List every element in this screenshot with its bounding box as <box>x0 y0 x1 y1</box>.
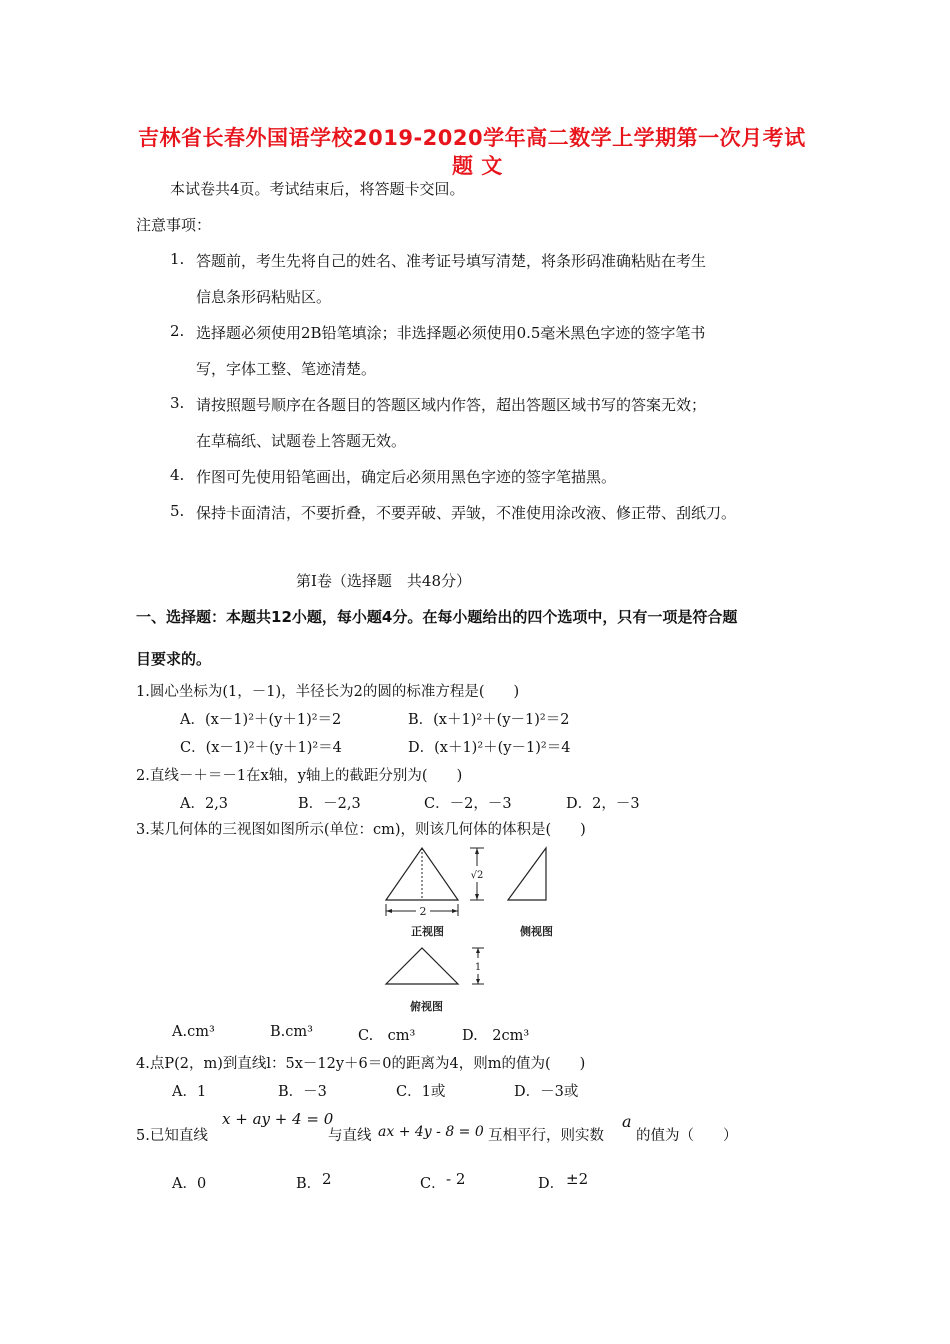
notice-item-4-num: 4. <box>170 466 185 484</box>
notice-item-5-line1: 保持卡面清洁，不要折叠，不要弄破、弄皱，不准使用涂改液、修正带、刮纸刀。 <box>196 504 737 522</box>
q1-option-b: B．(x＋1)²＋(y－1)²＝2 <box>408 712 570 728</box>
section-title: 第Ⅰ卷（选择题 共48分） <box>296 572 472 590</box>
q3-option-a: A.cm³ <box>172 1024 215 1040</box>
q4-option-b: B．－3 <box>278 1084 327 1100</box>
q5-equation-1: x + ay + 4 = 0 <box>222 1110 334 1128</box>
q1-option-c: C．(x－1)²＋(y＋1)²＝4 <box>180 740 342 756</box>
notice-item-3-line1: 请按照题号顺序在各题目的答题区域内作答，超出答题区域书写的答案无效； <box>196 396 707 414</box>
q4-option-c: C．1或 <box>396 1084 446 1100</box>
notice-item-4-line1: 作图可先使用铅笔画出，确定后必须用黑色字迹的签字笔描黑。 <box>196 468 617 486</box>
side-view-label: 侧视图 <box>520 925 553 938</box>
dim-top-label: 1 <box>474 962 482 973</box>
q3-option-b: B.cm³ <box>270 1024 313 1040</box>
q2-option-a: A．2,3 <box>180 796 229 812</box>
q4-stem: 4.点P(2，m)到直线l：5x－12y＋6＝0的距离为4，则m的值为( ) <box>136 1056 586 1072</box>
q5-option-d-value: ±2 <box>566 1170 589 1188</box>
side-view-triangle <box>508 848 546 900</box>
q5-option-c: C． <box>420 1176 446 1192</box>
section-instruction-line1: 一、选择题：本题共12小题，每小题4分。在每小题给出的四个选项中，只有一项是符合题 <box>136 608 738 626</box>
q3-option-d: D. 2cm³ <box>462 1028 530 1044</box>
q3-option-c: C. cm³ <box>358 1028 416 1044</box>
q1-option-d: D．(x＋1)²＋(y－1)²＝4 <box>408 740 571 756</box>
q5-variable: a <box>622 1112 632 1131</box>
q1-stem: 1.圆心坐标为(1，－1)，半径长为2的圆的标准方程是( ) <box>136 684 520 700</box>
notice-item-3-num: 3. <box>170 394 185 412</box>
notice-item-1-line2: 信息条形码粘贴区。 <box>196 288 332 306</box>
dim-width-label: 2 <box>419 905 427 918</box>
q2-option-c: C．－2，－3 <box>424 796 512 812</box>
notice-item-3-line2: 在草稿纸、试题卷上答题无效。 <box>196 432 407 450</box>
notice-item-1-line1: 答题前，考生先将自己的姓名、准考证号填写清楚，将条形码准确粘贴在考生 <box>196 252 707 270</box>
q5-option-b-value: 2 <box>322 1170 332 1188</box>
notice-heading: 注意事项： <box>136 216 212 234</box>
top-view-triangle <box>386 948 458 984</box>
notice-item-5-num: 5. <box>170 502 185 520</box>
q4-option-a: A．1 <box>172 1084 207 1100</box>
section-instruction-line2: 目要求的。 <box>136 650 212 668</box>
notice-item-1-num: 1. <box>170 250 185 268</box>
dim-height-label: √2 <box>470 870 484 881</box>
notice-item-2-num: 2. <box>170 322 185 340</box>
q2-stem: 2.直线－＋＝－1在x轴，y轴上的截距分别为( ) <box>136 768 463 784</box>
front-view-triangle <box>386 848 458 900</box>
q3-stem: 3.某几何体的三视图如图所示(单位：cm)，则该几何体的体积是( ) <box>136 822 586 838</box>
q1-option-a: A．(x－1)²＋(y＋1)²＝2 <box>180 712 342 728</box>
q5-equation-2: ax + 4y - 8 = 0 <box>378 1124 484 1140</box>
q2-option-b: B．－2,3 <box>298 796 361 812</box>
q5-stem-mid2: 互相平行，则实数 <box>488 1128 604 1144</box>
q5-stem-mid: 与直线 <box>328 1128 372 1144</box>
notice-item-2-line1: 选择题必须使用2B铅笔填涂；非选择题必须使用0.5毫米黑色字迹的签字笔书 <box>196 324 706 342</box>
doc-title-line2: 题 文 <box>452 154 503 178</box>
q4-option-d: D．－3或 <box>514 1084 579 1100</box>
q5-stem-pre: 5.已知直线 <box>136 1128 208 1144</box>
q5-option-c-value: - 2 <box>446 1170 466 1188</box>
doc-title-line1: 吉林省长春外国语学校2019-2020学年高二数学上学期第一次月考试 <box>138 126 806 150</box>
top-view-label: 俯视图 <box>410 1000 443 1013</box>
intro-text: 本试卷共4页。考试结束后，将答题卡交回。 <box>170 180 465 198</box>
notice-item-2-line2: 写，字体工整、笔迹清楚。 <box>196 360 377 378</box>
q5-option-d: D． <box>538 1176 565 1192</box>
q5-option-a: A．0 <box>172 1176 207 1192</box>
front-view-label: 正视图 <box>411 925 444 938</box>
q5-stem-post: 的值为（ ） <box>636 1128 738 1144</box>
q2-option-d: D．2，－3 <box>566 796 640 812</box>
q5-option-b: B． <box>296 1176 322 1192</box>
